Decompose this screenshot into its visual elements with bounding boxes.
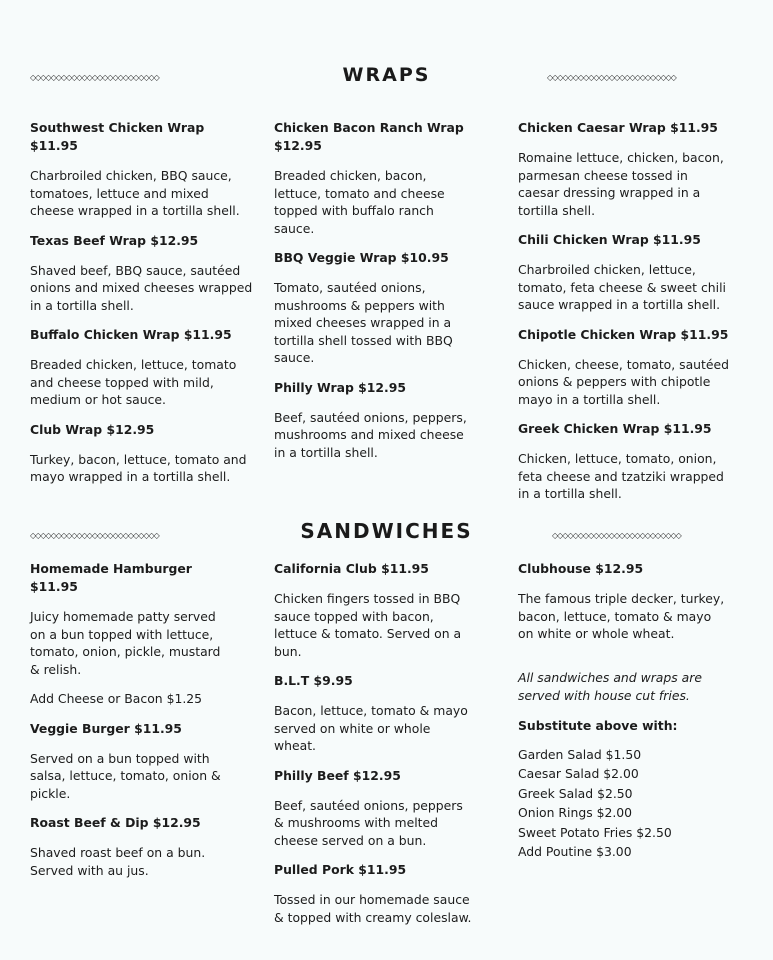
list-item: Caesar Salad $2.00 [518, 766, 639, 782]
menu-item-desc: Shaved beef, BBQ sauce, sautéed onions and mixed cheeses wrapped in a tortilla shell. [30, 262, 253, 313]
menu-item-title: Homemade Hamburger $11.95 [30, 561, 192, 594]
divider-left: ◇◇◇◇◇◇◇◇◇◇◇◇◇◇◇◇◇◇◇◇◇◇◇◇◇ [30, 531, 159, 540]
sandwiches-column-3 [518, 560, 730, 862]
substitute-title: Substitute above with: [518, 717, 678, 733]
menu-item-title: Chipotle Chicken Wrap $11.95 [518, 326, 729, 342]
menu-item-desc: Beef, sautéed onions, peppers & mushrooms with melted cheese served on a bun. [274, 797, 463, 848]
menu-item-desc: Romaine lettuce, chicken, bacon, parmesan cheese tossed in caesar dressing wrapped in a tortilla shell. [518, 150, 724, 218]
menu-item-desc: Shaved roast beef on a bun. Served with au jus. [30, 845, 206, 878]
menu-item-title: Veggie Burger $11.95 [30, 720, 182, 736]
list-item: Garden Salad $1.50 [518, 746, 642, 762]
menu-item-title: Southwest Chicken Wrap $11.95 [30, 120, 205, 153]
divider-right: ◇◇◇◇◇◇◇◇◇◇◇◇◇◇◇◇◇◇◇◇◇◇◇◇◇ [552, 531, 681, 540]
menu-item-desc: Chicken fingers tossed in BBQ sauce topped with bacon, lettuce & tomato. Served on a bun. [274, 591, 462, 659]
fries-note: All sandwiches and wraps are served with house cut fries. [518, 669, 702, 703]
menu-item-title: BBQ Veggie Wrap $10.95 [274, 250, 449, 265]
menu-item-title: Clubhouse $12.95 [518, 561, 644, 576]
menu-item-desc: Turkey, bacon, lettuce, tomato and mayo wrapped in a tortilla shell. [30, 451, 247, 484]
menu-item-desc: Served on a bun topped with salsa, lettuce, tomato, onion & pickle. [30, 750, 221, 801]
menu-item-title: Chicken Bacon Ranch Wrap $12.95 [274, 120, 464, 153]
menu-item-title: Pulled Pork $11.95 [274, 862, 407, 877]
menu-item-title: Buffalo Chicken Wrap $11.95 [30, 327, 232, 342]
sandwiches-column-1 [30, 560, 230, 891]
menu-item-title: Texas Beef Wrap $12.95 [30, 232, 199, 248]
sandwiches-title: SANDWICHES [300, 519, 473, 543]
menu-item-title: Chicken Caesar Wrap $11.95 [518, 120, 718, 135]
menu-item-desc: Chicken, cheese, tomato, sautéed onions & peppers with chipotle mayo in a tortilla shell. [518, 356, 730, 407]
menu-item-title: California Club $11.95 [274, 561, 429, 576]
menu-item-title: Roast Beef & Dip $12.95 [30, 815, 201, 830]
menu-item-title: Greek Chicken Wrap $11.95 [518, 421, 712, 436]
wraps-title: WRAPS [342, 64, 431, 86]
substitute-list [518, 745, 730, 863]
sandwiches-column-2 [274, 560, 474, 938]
list-item: Sweet Potato Fries $2.50 [518, 824, 672, 840]
menu-item-extra: Add Cheese or Bacon $1.25 [30, 691, 203, 706]
list-item: Onion Rings $2.00 [518, 805, 633, 821]
menu-item-title: Philly Wrap $12.95 [274, 379, 406, 395]
menu-item-desc: Charbroiled chicken, lettuce, tomato, feta cheese & sweet chili sauce wrapped in a tortilla shell. [518, 262, 726, 312]
menu-item-title: Philly Beef $12.95 [274, 767, 401, 783]
wraps-column-1 [30, 119, 255, 498]
menu-item-desc: The famous triple decker, turkey, bacon, lettuce, tomato & mayo on white or whole wheat. [518, 591, 725, 641]
divider-left: ◇◇◇◇◇◇◇◇◇◇◇◇◇◇◇◇◇◇◇◇◇◇◇◇◇ [30, 73, 159, 82]
menu-item-desc: Juicy homemade patty served on a bun topped with lettuce, tomato, onion, pickle, mustard & relish. [30, 609, 221, 677]
menu-item-desc: Tomato, sautéed onions, mushrooms & peppers with mixed cheeses wrapped in a tortilla shell tossed with BBQ sauce. [274, 280, 453, 365]
menu-item-desc: Breaded chicken, lettuce, tomato and cheese topped with mild, medium or hot sauce. [30, 357, 237, 407]
list-item: Greek Salad $2.50 [518, 785, 633, 801]
wraps-column-2 [274, 119, 474, 473]
divider-right: ◇◇◇◇◇◇◇◇◇◇◇◇◇◇◇◇◇◇◇◇◇◇◇◇◇ [547, 73, 676, 82]
menu-item-desc: Chicken, lettuce, tomato, onion, feta cheese and tzatziki wrapped in a tortilla shell. [518, 451, 724, 501]
menu-item-desc: Bacon, lettuce, tomato & mayo served on white or whole wheat. [274, 703, 468, 753]
menu-item-desc: Tossed in our homemade sauce & topped with creamy coleslaw. [274, 892, 472, 925]
menu-item-desc: Charbroiled chicken, BBQ sauce, tomatoes, lettuce and mixed cheese wrapped in a tortilla shell. [30, 168, 240, 218]
menu-item-desc: Beef, sautéed onions, peppers, mushrooms and mixed cheese in a tortilla shell. [274, 409, 467, 460]
menu-item-desc: Breaded chicken, bacon, lettuce, tomato and cheese topped with buffalo ranch sauce. [274, 168, 445, 236]
menu-item-title: Chili Chicken Wrap $11.95 [518, 232, 701, 247]
menu-item-title: B.L.T $9.95 [274, 673, 353, 688]
list-item: Add Poutine $3.00 [518, 844, 632, 860]
wraps-column-3 [518, 119, 730, 515]
menu-item-title: Club Wrap $12.95 [30, 421, 155, 437]
